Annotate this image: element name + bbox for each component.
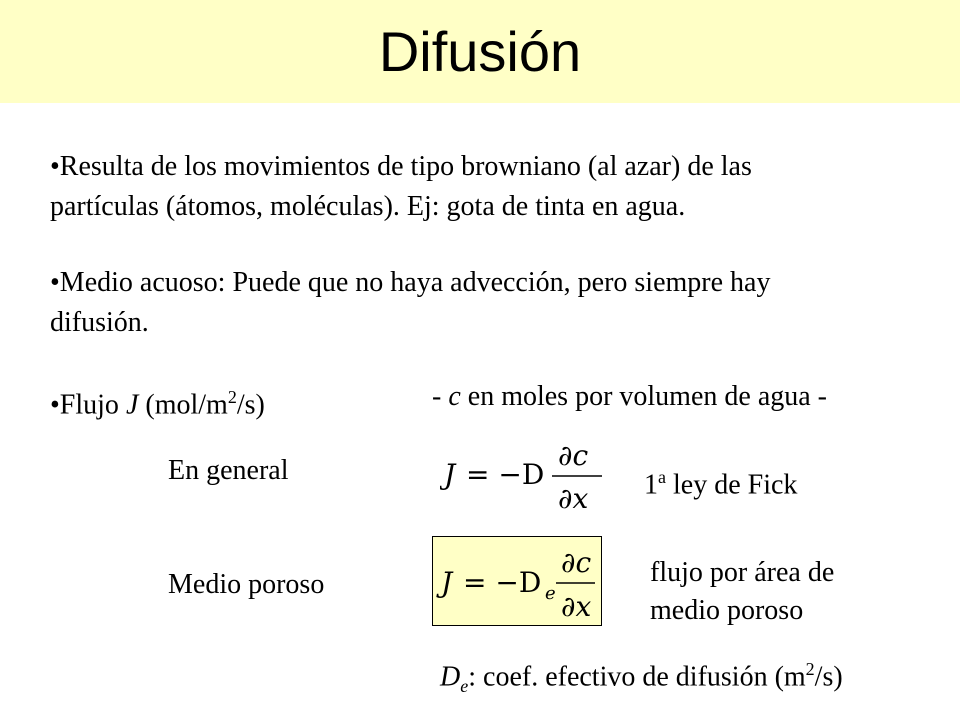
- flux-unit-open: (mol/m: [138, 389, 228, 421]
- eq2-num: ∂c: [561, 546, 592, 579]
- porous-note-line-1: flujo por área de: [650, 557, 835, 588]
- flux-symbol: J: [125, 389, 139, 421]
- eq1-lhs: J: [444, 458, 456, 491]
- flux-prefix: •Flujo: [50, 389, 126, 421]
- bullet-1-line-1: •Resulta de los movimientos de tipo browniano (al azar) de las: [50, 151, 752, 182]
- flux-unit-exp: 2: [227, 387, 237, 407]
- general-label: En general: [168, 455, 289, 486]
- effective-diffusion-definition: [440, 652, 843, 703]
- porous-equation-svg: [433, 537, 601, 625]
- eq2-lhs: J: [441, 566, 453, 599]
- bullet-2-line-2: difusión.: [50, 307, 149, 338]
- fick-equation: [440, 432, 610, 514]
- def-text: : coef. efectivo de difusión (m: [468, 661, 806, 693]
- porous-label: Medio poroso: [168, 569, 325, 600]
- def-exp: 2: [805, 659, 815, 679]
- flux-note-symbol: c: [448, 381, 461, 412]
- fick-law-label: [644, 460, 797, 502]
- fick-equation-svg: [440, 432, 610, 514]
- flux-note: [432, 380, 827, 414]
- fick-law-rest: ley de Fick: [666, 469, 798, 501]
- bullet-2-line-1: •Medio acuoso: Puede que no haya advección, pero siempre hay: [50, 267, 771, 298]
- eq1-num: ∂c: [558, 439, 589, 472]
- def-close: /s): [814, 661, 843, 693]
- eq2-den: ∂x: [561, 590, 592, 623]
- eq2-sub: e: [545, 583, 556, 604]
- eq1-rhs: = −D: [466, 458, 545, 491]
- bullet-1-line-2: partículas (átomos, moléculas). Ej: gota de tinta en agua.: [50, 191, 686, 222]
- eq2-rhs: = −D: [463, 566, 542, 599]
- flux-note-prefix: -: [432, 381, 449, 412]
- flux-note-rest: en moles por volumen de agua -: [460, 381, 827, 412]
- eq1-den: ∂x: [558, 482, 589, 514]
- def-sub: e: [460, 675, 469, 696]
- porous-equation-box: [432, 536, 602, 626]
- porous-note-line-2: medio poroso: [650, 595, 804, 626]
- def-symbol: D: [440, 661, 461, 693]
- slide-title: Difusión: [378, 20, 582, 83]
- fick-law-num: 1: [644, 469, 658, 501]
- flux-line: [50, 380, 265, 422]
- fick-law-sup: a: [658, 467, 666, 487]
- flux-unit-close: /s): [236, 389, 265, 421]
